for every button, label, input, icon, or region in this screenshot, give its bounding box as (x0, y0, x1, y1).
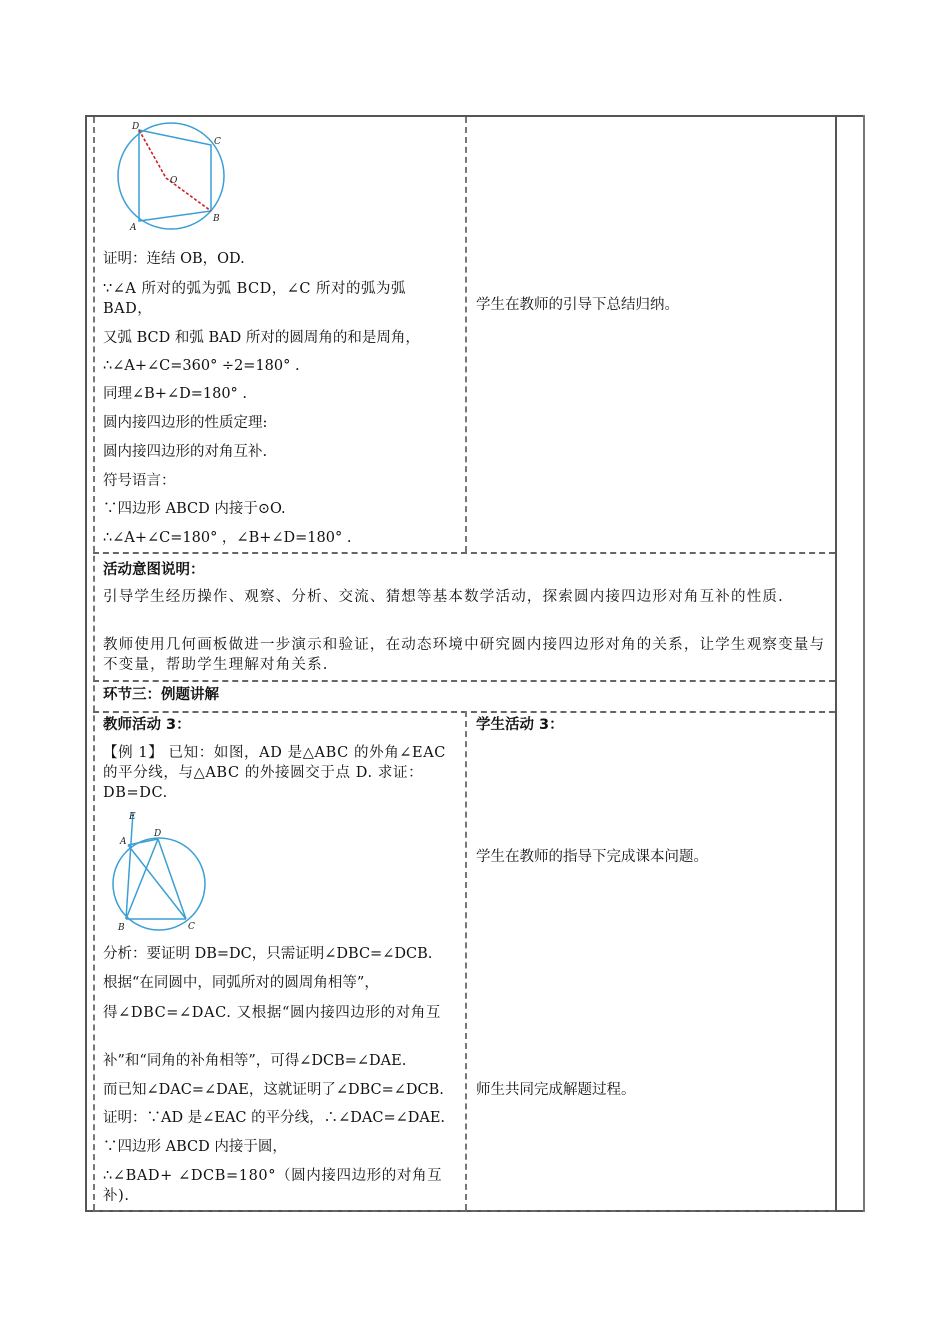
intent-paragraph-2: 教师使用几何画板做进一步演示和验证，在动态环境中研究圆内接四边形对角的关系，让学生观察变量与不变量，帮助学生理解对角关系. (103, 637, 826, 673)
student-activity-3-header: 学生活动 3： (476, 717, 564, 733)
svg-text:C: C (214, 137, 221, 147)
analysis-line-4: 补”和“同角的补角相等”，可得∠DCB=∠DAE. (103, 1053, 407, 1069)
column-divider-top (465, 117, 467, 552)
theorem-statement: 圆内接四边形的对角互补. (103, 444, 268, 460)
analysis-line-3: 得∠DBC=∠DAC. 又根据“圆内接四边形的对角互 (103, 1005, 441, 1021)
proof-line-3: 又弧 BCD 和弧 BAD 所对的圆周角的和是周角， (103, 330, 420, 346)
svg-text:B: B (118, 923, 125, 933)
student-activity-3-text-1: 学生在教师的指导下完成课本问题。 (476, 849, 708, 865)
inner-left-border (93, 117, 95, 1210)
teacher-activity-3-header: 教师活动 3： (103, 717, 191, 733)
svg-text:D: D (154, 829, 162, 839)
intent-title: 活动意图说明： (103, 562, 205, 578)
proof-line-4: ∴∠A+∠C=360° ÷2=180° . (103, 358, 300, 374)
svg-text:D: D (132, 122, 140, 132)
row-divider-1 (93, 552, 835, 554)
symbolic-line-1: ∵四边形 ABCD 内接于⊙O. (103, 501, 286, 517)
theorem-title: 圆内接四边形的性质定理: (103, 415, 268, 431)
proof-step-3: ∴∠BAD+ ∠DCB=180°（圆内接四边形的对角互补). (103, 1168, 443, 1204)
symbolic-line-2: ∴∠A+∠C=180° ，∠B+∠D=180° . (103, 530, 352, 546)
svg-text:A: A (120, 837, 127, 847)
proof-step-1: 证明：∵AD 是∠EAC 的平分线，∴∠DAC=∠DAE. (103, 1110, 446, 1126)
analysis-line-1: 分析：要证明 DB=DC，只需证明∠DBC=∠DCB. (103, 946, 433, 962)
svg-text:B: B (213, 214, 220, 224)
proof-step-2: ∵四边形 ABCD 内接于圆， (103, 1139, 287, 1155)
student-summary-text: 学生在教师的引导下总结归纳。 (476, 297, 679, 313)
analysis-line-5: 而已知∠DAC=∠DAE，这就证明了∠DBC=∠DCB. (103, 1082, 444, 1098)
proof-line-1: 证明：连结 OB，OD. (103, 251, 245, 267)
row-divider-3 (93, 711, 835, 713)
intent-paragraph-1: 引导学生经历操作、观察、分析、交流、猜想等基本数学活动，探索圆内接四边形对角互补的性质. (103, 589, 784, 605)
triangle-circumcircle-figure (110, 808, 210, 933)
proof-line-2: ∵∠A 所对的弧为弧 BCD，∠C 所对的弧为弧 BAD， (103, 281, 407, 317)
svg-text:A: A (130, 223, 137, 233)
analysis-line-2: 根据“在同圆中，同弧所对的圆周角相等”， (103, 975, 379, 991)
section-3-title: 环节三：例题讲解 (103, 687, 219, 703)
svg-text:E: E (129, 812, 136, 822)
cyclic-quadrilateral-figure (110, 120, 240, 235)
symbolic-language-label: 符号语言： (103, 473, 176, 489)
bottom-dashed-border (93, 1210, 835, 1212)
outer-table-right-column (835, 115, 865, 1212)
example-1-text: 【例 1】 已知：如图，AD 是△ABC 的外角∠EAC 的平分线，与△ABC 的外接圆交于点 D. 求证：DB=DC. (103, 745, 446, 801)
row-divider-2 (93, 680, 835, 682)
student-activity-3-text-2: 师生共同完成解题过程。 (476, 1082, 636, 1098)
svg-text:C: C (188, 922, 195, 932)
svg-text:O: O (170, 176, 178, 186)
proof-line-5: 同理∠B+∠D=180° . (103, 386, 248, 402)
column-divider-bottom (465, 711, 467, 1210)
